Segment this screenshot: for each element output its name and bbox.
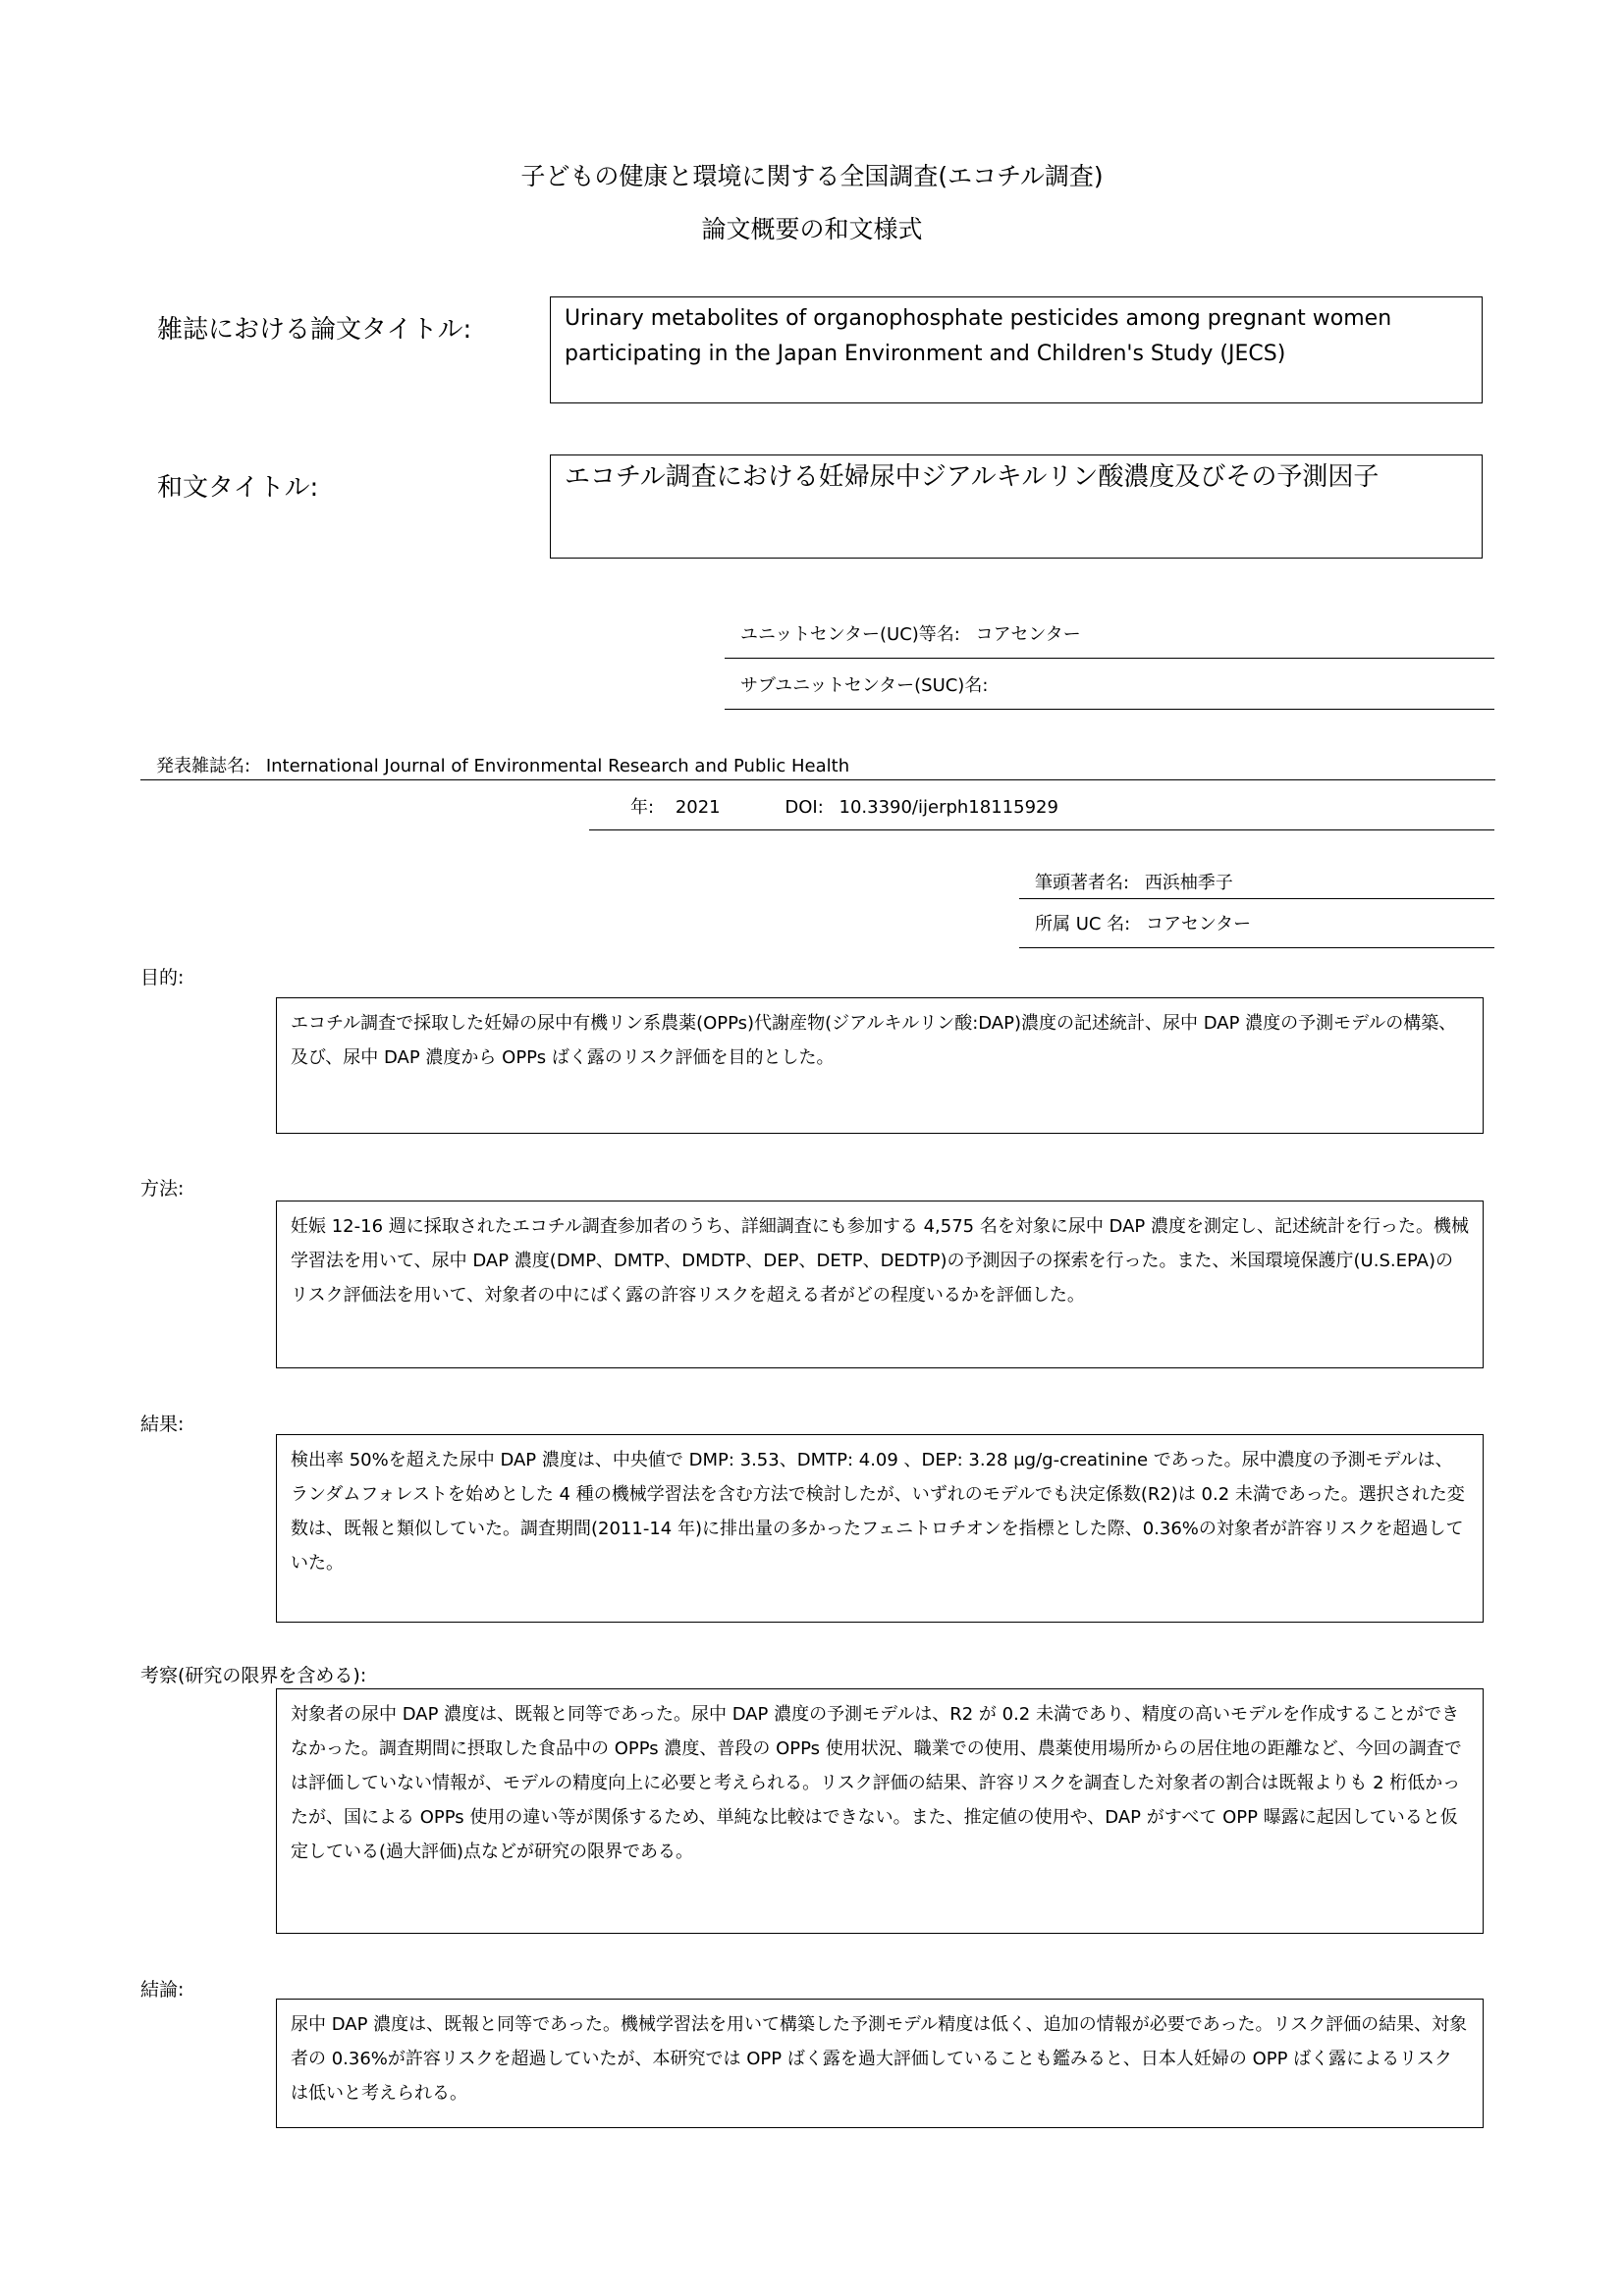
publication-journal: International Journal of Environmental Research and Public Health bbox=[265, 756, 850, 776]
section-text-conclusion: 尿中 DAP 濃度は、既報と同等であった。機械学習法を用いて構築した予測モデル精度は低く、追加の情報が必要であった。リスク評価の結果、対象者の 0.36%が許容リスクを超過していたが、本研究では OPP ばく露を過大評価していることも鑑みると、日本人妊婦の OPP ばく露によるリスクは低いと考えられる。 bbox=[291, 2014, 1468, 2104]
affiliation-label: 所属 UC 名: bbox=[1035, 914, 1131, 934]
author-label: 筆頭著者名: bbox=[1035, 873, 1130, 893]
section-text-purpose: エコチル調査で採取した妊婦の尿中有機リン系農薬(OPPs)代謝産物(ジアルキルリン酸:DAP)濃度の記述統計、尿中 DAP 濃度の予測モデルの構築、及び、尿中 DAP 濃度から OPPs ばく露のリスク評価を目的とした。 bbox=[291, 1013, 1457, 1068]
section-box-conclusion bbox=[276, 1999, 1484, 2128]
publication-row bbox=[140, 752, 1495, 780]
doi-label: DOI: bbox=[785, 797, 824, 818]
affiliation-value: コアセンター bbox=[1146, 914, 1252, 934]
unit-center-value: コアセンター bbox=[975, 624, 1081, 645]
section-box-results bbox=[276, 1434, 1484, 1623]
year-label: 年: bbox=[630, 797, 655, 818]
section-text-results: 検出率 50%を超えた尿中 DAP 濃度は、中央値で DMP: 3.53、DMTP: 4.09 、DEP: 3.28 μg/g-creatinine であった。尿中濃度の予測モデルは、ランダムフォレストを始めとした 4 種の機械学習法を含む方法で検討したが、いずれのモデルでも決定係数(R2)は 0.2 未満であった。選択された変数は、既報と類似していた。調査期間(2011-14 年)に排出量の多かったフェニトロチオンを指標とした際、0.36%の対象者が許容リスクを超過していた。 bbox=[291, 1450, 1465, 1574]
japanese-title-label: 和文タイトル: bbox=[157, 473, 319, 503]
section-text-discussion: 対象者の尿中 DAP 濃度は、既報と同等であった。尿中 DAP 濃度の予測モデルは、R2 が 0.2 未満であり、精度の高いモデルを作成することができなかった。調査期間に摂取した食品中の OPPs 濃度、普段の OPPs 使用状況、職業での使用、農薬使用場所からの居住地の距離など、今回の調査では評価していない情報が、モデルの精度向上に必要と考えられる。リスク評価の結果、許容リスクを調査した対象者の割合は既報よりも 2 桁低かったが、国による OPPs 使用の違い等が関係するため、単純な比較はできない。また、推定値の使用や、DAP がすべて OPP 曝露に起因していると仮定している(過大評価)点などが研究の限界である。 bbox=[291, 1704, 1462, 1862]
sub-unit-center-row bbox=[725, 671, 1494, 710]
japanese-title-box bbox=[550, 454, 1483, 559]
sub-unit-center-label: サブユニットセンター(SUC)名: bbox=[740, 675, 989, 696]
section-label-results: 結果: bbox=[140, 1414, 185, 1435]
section-label-discussion: 考察(研究の限界を含める): bbox=[140, 1665, 367, 1686]
section-label-conclusion: 結論: bbox=[140, 1979, 185, 2001]
doi-value: 10.3390/ijerph18115929 bbox=[839, 797, 1058, 818]
section-text-methods: 妊娠 12-16 週に採取されたエコチル調査参加者のうち、詳細調査にも参加する 4,575 名を対象に尿中 DAP 濃度を測定し、記述統計を行った。機械学習法を用いて、尿中 DAP 濃度(DMP、DMTP、DMDTP、DEP、DETP、DEDTP)の予測因子の探索を行った。また、米国環境保護庁(U.S.EPA)のリスク評価法を用いて、対象者の中にばく露の許容リスクを超える者がどの程度いるかを評価した。 bbox=[291, 1216, 1469, 1306]
unit-center-label: ユニットセンター(UC)等名: bbox=[740, 624, 960, 645]
publication-label: 発表雑誌名: bbox=[156, 756, 251, 776]
japanese-title-value: エコチル調査における妊婦尿中ジアルキルリン酸濃度及びその予測因子 bbox=[565, 462, 1380, 492]
author-value: 西浜柚季子 bbox=[1144, 873, 1233, 893]
form-subtitle: 論文概要の和文様式 bbox=[701, 215, 923, 243]
section-box-discussion bbox=[276, 1688, 1484, 1934]
year-value: 2021 bbox=[675, 797, 721, 818]
section-label-purpose: 目的: bbox=[140, 967, 185, 988]
journal-title-label: 雑誌における論文タイトル: bbox=[157, 315, 472, 345]
journal-title-value: Urinary metabolites of organophosphate pesticides among pregnant women participating in the Japan Environment and Children's Study (JECS) bbox=[565, 306, 1392, 366]
section-label-methods: 方法: bbox=[140, 1178, 185, 1200]
affiliation-row bbox=[1019, 910, 1494, 948]
year-doi-row bbox=[589, 793, 1494, 830]
section-box-purpose bbox=[276, 997, 1484, 1134]
form-title: 子どもの健康と環境に関する全国調査(エコチル調査) bbox=[520, 162, 1104, 190]
author-row bbox=[1019, 869, 1494, 899]
journal-title-box bbox=[550, 296, 1483, 403]
unit-center-row bbox=[725, 620, 1494, 659]
section-box-methods bbox=[276, 1201, 1484, 1368]
